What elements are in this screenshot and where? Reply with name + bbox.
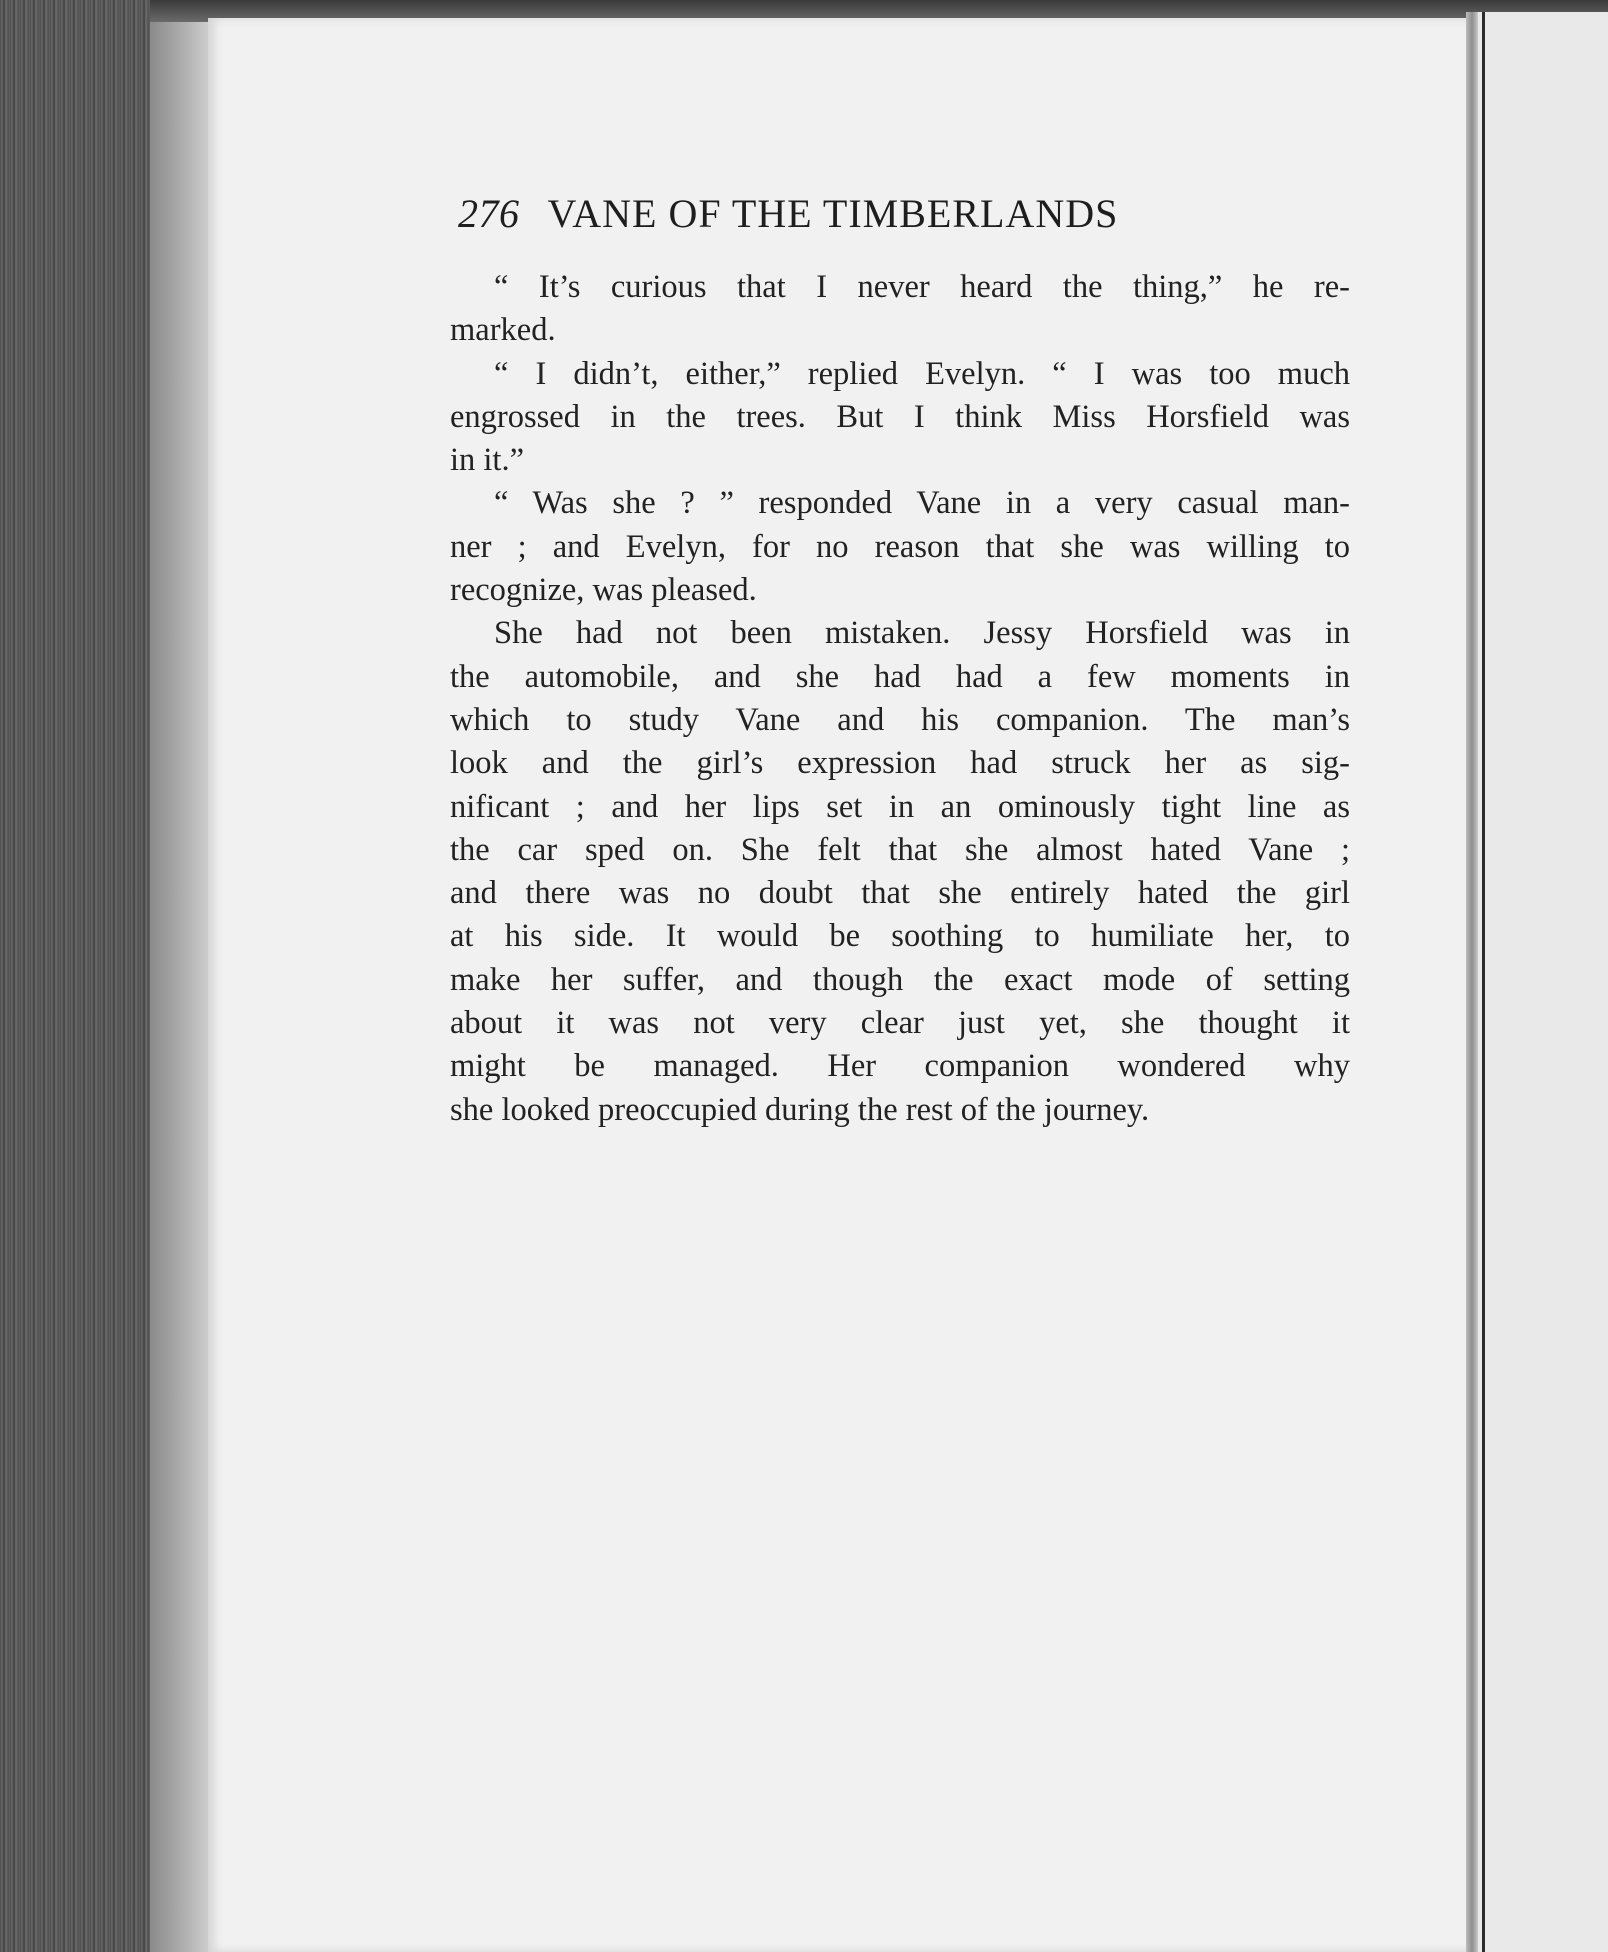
text-line: the car sped on. She felt that she almost hated Vane ;	[450, 831, 1350, 868]
text-line: She had not been mistaken. Jessy Horsfield was in	[494, 615, 1350, 652]
running-title: VANE OF THE TIMBERLANDS	[547, 191, 1119, 236]
book-fore-edge	[0, 0, 215, 1952]
text-line: engrossed in the trees. But I think Miss Horsfield was	[450, 398, 1350, 435]
running-head	[458, 190, 1358, 240]
text-line: nificant ; and her lips set in an ominously tight line as	[450, 788, 1350, 825]
text-line: look and the girl’s expression had struck her as sig-	[450, 745, 1350, 782]
text-line: at his side. It would be soothing to humiliate her, to	[450, 918, 1350, 955]
text-line: make her suffer, and though the exact mode of setting	[450, 961, 1350, 998]
page-number: 276	[458, 191, 520, 236]
text-line: the automobile, and she had had a few moments in	[450, 658, 1350, 695]
text-line: recognize, was pleased.	[450, 572, 757, 609]
text-line: she looked preoccupied during the rest of the journey.	[450, 1091, 1150, 1128]
body-text	[450, 266, 1350, 1132]
text-line: might be managed. Her companion wondered why	[450, 1048, 1350, 1085]
text-line: about it was not very clear just yet, she thought it	[450, 1005, 1350, 1042]
book-gutter	[1466, 12, 1478, 1952]
text-line: “ It’s curious that I never heard the thing,” he re-	[494, 269, 1350, 305]
text-line: “ I didn’t, either,” replied Evelyn. “ I was too much	[494, 355, 1350, 392]
text-line: marked.	[450, 312, 556, 349]
text-line: in it.”	[450, 442, 525, 479]
facing-page-edge	[1478, 12, 1608, 1952]
text-line: “ Was she ? ” responded Vane in a very casual man-	[494, 485, 1350, 522]
text-line: which to study Vane and his companion. The man’s	[450, 701, 1350, 738]
text-line: ner ; and Evelyn, for no reason that she was willing to	[450, 528, 1350, 565]
text-line: and there was no doubt that she entirely hated the girl	[450, 875, 1350, 912]
